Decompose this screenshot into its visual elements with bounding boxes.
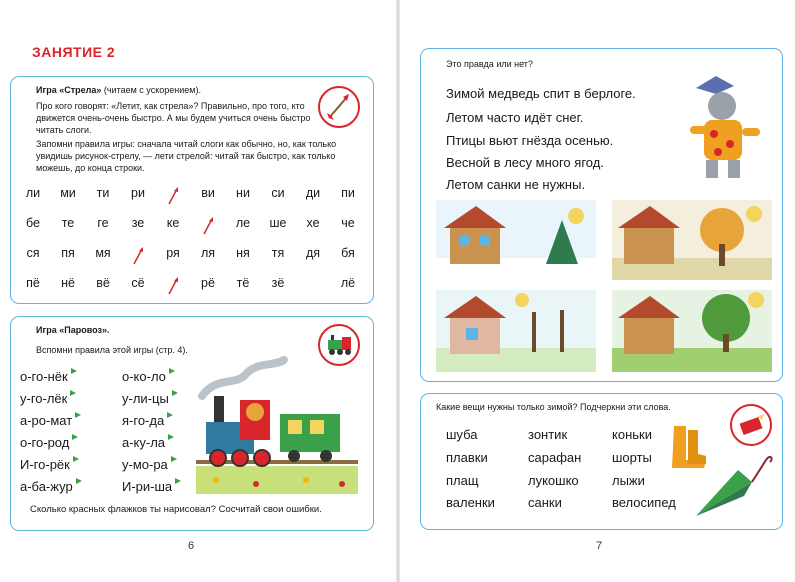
flag-icon xyxy=(175,478,181,486)
word-option[interactable]: коньки xyxy=(612,427,652,442)
word-item xyxy=(122,454,181,476)
cat-dress-dot xyxy=(710,130,718,138)
syllable: дя xyxy=(305,246,321,260)
word-item xyxy=(20,476,82,498)
syllable: тё xyxy=(236,276,250,290)
syllable: зе xyxy=(131,216,145,230)
wheel xyxy=(210,450,226,466)
flag-icon xyxy=(168,434,174,442)
wagon-window xyxy=(288,420,302,434)
flower xyxy=(303,477,309,483)
word-text: а-ба-жур xyxy=(20,479,73,494)
word-text: о-го-нёк xyxy=(20,369,68,384)
speed-arrow-icon xyxy=(191,216,225,236)
cat-leg xyxy=(728,160,740,178)
statement: Зимой медведь спит в берлоге. xyxy=(446,86,636,101)
cat-dress-dot xyxy=(726,140,734,148)
truth-prompt: Это правда или нет? xyxy=(446,59,533,69)
word-item xyxy=(20,366,82,388)
syllable: ди xyxy=(305,186,321,200)
season-summer-scene xyxy=(612,290,772,372)
word-item xyxy=(20,388,82,410)
syllable: ни xyxy=(236,186,250,200)
page-number-left: 6 xyxy=(188,540,195,552)
cat-hat xyxy=(696,76,734,94)
syllable: ля xyxy=(200,246,216,260)
word-text: у-го-лёк xyxy=(20,391,68,406)
grass xyxy=(196,466,358,494)
pencil-icon xyxy=(730,404,772,446)
cat-leg xyxy=(706,160,718,178)
train-words-col1 xyxy=(20,366,82,498)
word-option[interactable]: велосипед xyxy=(612,495,676,510)
wheel xyxy=(254,450,270,466)
train-illustration xyxy=(196,356,358,494)
flag-icon xyxy=(76,478,82,486)
flower xyxy=(253,481,259,487)
word-option[interactable]: плащ xyxy=(446,473,479,488)
syllable: зё xyxy=(271,276,285,290)
flag-icon xyxy=(167,412,173,420)
flag-icon xyxy=(169,368,175,376)
word-option[interactable]: сарафан xyxy=(528,450,582,465)
flag-icon xyxy=(171,456,177,464)
syllable: ти xyxy=(96,186,110,200)
statement: Летом часто идёт снег. xyxy=(446,110,584,125)
syllable: бе xyxy=(26,216,40,230)
syllable: ми xyxy=(60,186,76,200)
syllable: сё xyxy=(131,276,145,290)
wheel xyxy=(320,450,332,462)
flag-icon xyxy=(172,390,178,398)
smoke-cloud xyxy=(202,360,284,396)
flag-icon xyxy=(75,412,81,420)
locomotive-chimney xyxy=(214,396,224,422)
word-option[interactable]: зонтик xyxy=(528,427,568,442)
syllable: хе xyxy=(306,216,320,230)
flag-icon xyxy=(73,456,79,464)
syllable: вё xyxy=(96,276,110,290)
game-train-instruction: Вспомни правила этой игры (стр. 4). xyxy=(36,345,188,355)
word-text: о-го-род xyxy=(20,435,70,450)
word-text: а-ку-ла xyxy=(122,435,166,450)
word-text: о-ко-ло xyxy=(122,369,166,384)
season-winter-scene xyxy=(436,200,596,280)
page-number-right: 7 xyxy=(596,540,603,552)
syllable: си xyxy=(271,186,285,200)
flag-icon xyxy=(70,390,76,398)
word-text: И-го-рёк xyxy=(20,457,70,472)
word-option[interactable]: валенки xyxy=(446,495,495,510)
syllable: че xyxy=(341,216,355,230)
flower xyxy=(339,481,345,487)
winter-prompt: Какие вещи нужны только зимой? Подчеркни эти слова. xyxy=(436,402,671,412)
syllable: ри xyxy=(131,186,145,200)
syllable: ли xyxy=(25,186,41,200)
syllable: лё xyxy=(340,276,356,290)
cat-arm xyxy=(690,126,706,134)
bear-driver xyxy=(246,403,264,421)
lesson-title: ЗАНЯТИЕ 2 xyxy=(32,44,116,60)
game-arrow-title-bold: Игра «Стрела» xyxy=(36,85,102,95)
season-autumn-scene xyxy=(612,200,772,280)
syllable: ке xyxy=(166,216,180,230)
game-train-title: Игра «Паровоз». xyxy=(36,325,110,335)
syllable: пё xyxy=(26,276,40,290)
word-option[interactable]: лыжи xyxy=(612,473,645,488)
speed-arrow-icon xyxy=(121,246,155,266)
statement: Весной в лесу много ягод. xyxy=(446,155,604,170)
word-option[interactable]: плавки xyxy=(446,450,488,465)
cat-dress-dot xyxy=(714,148,722,156)
syllable: мя xyxy=(95,246,111,260)
syllable: ся xyxy=(26,246,40,260)
game-arrow-para1: Про кого говорят: «Летит, как стрела»? Правильно, про того, кто движется очень-очень быстро. А мы будем учиться очень быстро читать слоги. xyxy=(36,101,311,135)
syllable: ви xyxy=(201,186,215,200)
flag-icon xyxy=(72,434,78,442)
word-text: я-го-да xyxy=(122,413,165,428)
syllable: ле xyxy=(235,216,251,230)
word-option[interactable]: шорты xyxy=(612,450,652,465)
word-text: а-ро-мат xyxy=(20,413,73,428)
cat-arm xyxy=(742,128,760,136)
syllable: пя xyxy=(61,246,75,260)
word-option[interactable]: санки xyxy=(528,495,562,510)
wheel xyxy=(288,450,300,462)
word-item xyxy=(20,410,82,432)
train-footer: Сколько красных флажков ты нарисовал? Сосчитай свои ошибки. xyxy=(30,504,322,515)
word-item xyxy=(122,476,181,498)
word-text: И-ри-ша xyxy=(122,479,173,494)
word-item xyxy=(122,388,181,410)
word-option[interactable]: лукошко xyxy=(528,473,579,488)
season-spring-scene xyxy=(436,290,596,372)
flag-icon xyxy=(71,368,77,376)
cat-illustration xyxy=(676,72,772,184)
word-text: у-мо-ра xyxy=(122,457,168,472)
word-item xyxy=(122,432,181,454)
syllable: тя xyxy=(271,246,285,260)
syllable: ге xyxy=(97,216,109,230)
cat-head xyxy=(708,92,736,120)
cat-body xyxy=(704,120,742,160)
game-arrow-title xyxy=(36,84,316,96)
syllable: бя xyxy=(341,246,355,260)
game-arrow-title-rest: (читаем с ускорением). xyxy=(101,85,201,95)
syllable: рё xyxy=(201,276,215,290)
word-option[interactable]: шуба xyxy=(446,427,478,442)
syllable: ше xyxy=(269,216,287,230)
umbrella-illustration xyxy=(690,452,774,522)
word-item xyxy=(20,432,82,454)
seasons-illustration xyxy=(436,200,772,372)
syllable: пи xyxy=(341,186,355,200)
speed-arrow-icon xyxy=(156,276,190,296)
word-item xyxy=(122,366,181,388)
book-spine xyxy=(396,0,400,582)
wheel xyxy=(232,450,248,466)
speed-arrow-icon xyxy=(156,186,190,206)
game-arrow-para2: Запомни правила игры: сначала читай слоги как обычно, но, как только увидишь рисунок-стрелу, — лети стрелой: читай так быстро, как только можешь, до конца строки. xyxy=(36,139,337,173)
syllable: ря xyxy=(166,246,180,260)
arrow-icon xyxy=(318,86,360,128)
statement: Птицы вьют гнёзда осенью. xyxy=(446,133,614,148)
statement: Летом санки не нужны. xyxy=(446,177,586,192)
flower xyxy=(213,477,219,483)
syllable: нё xyxy=(61,276,75,290)
word-text: у-ли-цы xyxy=(122,391,169,406)
word-item xyxy=(122,410,181,432)
word-item xyxy=(20,454,82,476)
syllable: ня xyxy=(236,246,250,260)
syllable: те xyxy=(61,216,75,230)
train-words-col2 xyxy=(122,366,181,498)
wagon-window xyxy=(310,420,324,434)
